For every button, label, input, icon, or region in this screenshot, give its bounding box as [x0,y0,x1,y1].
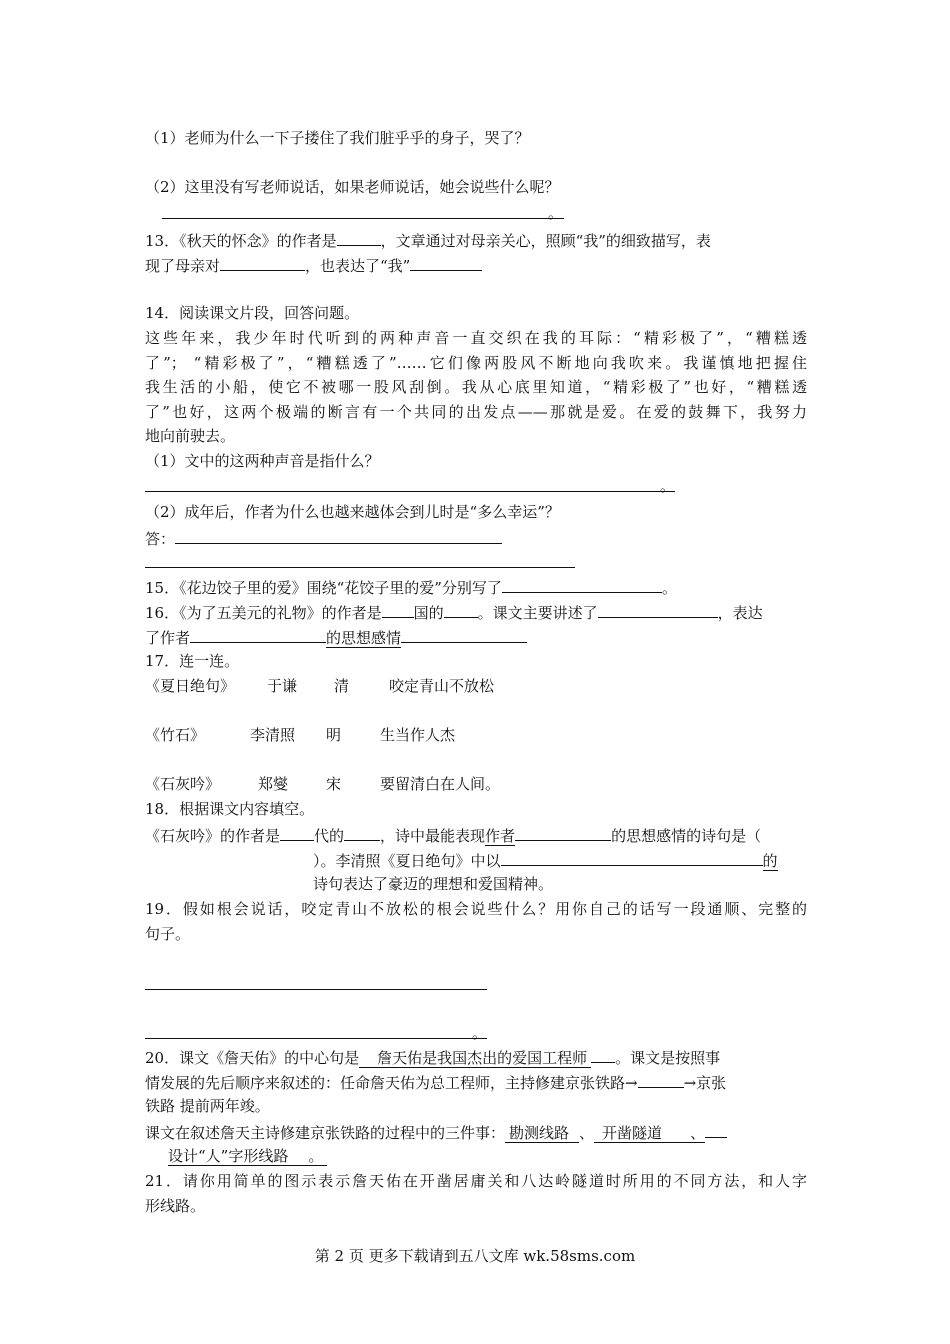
q20-text-b: 。课文是按照事 [615,1049,721,1067]
q12-end: 。 [548,204,564,222]
q20-answer-event-2[interactable]: 开凿隧道 [594,1124,690,1143]
q18-blank-poem[interactable] [501,849,763,866]
q19-answer-line[interactable] [145,989,487,990]
q14-answer-label [145,527,502,549]
q20-answer-tail[interactable] [591,1046,615,1063]
q20-text-a: 20．课文《詹天佑》的中心句是 [145,1049,360,1067]
q15-text-b: 。 [661,579,677,597]
q16-blank-country[interactable] [382,601,414,618]
q19-end: 。 [472,1024,488,1042]
q14-sub1: （1）文中的这两种声音是指什么？ [145,452,380,470]
q18-line2 [313,849,778,871]
q18-text-a: 《石灰吟》的作者是 [145,827,281,845]
q14-sub2-answer-line[interactable] [175,527,502,544]
q15-text-a: 15．《花边饺子里的爱》围绕“花饺子里的爱”分别写了 [145,579,502,597]
q20-end: 。 [308,1147,327,1166]
q16-text-e: 了作者 [145,629,191,647]
q17-row-0-author[interactable]: 于谦 [267,677,298,695]
q16-blank-content[interactable] [598,601,718,618]
q16-text-b: 国的 [413,604,444,622]
q18-text-e: 的思想感情的诗句是（ [611,827,762,845]
q20-answer-center-sentence[interactable]: 詹天佑是我国杰出的爱国工程师 [359,1049,591,1068]
q14-title: 14．阅读课文片段，回答问题。 [145,304,360,322]
q18-blank-author[interactable] [344,824,380,841]
q13-text-b: ，文章通过对母亲关心，照顾“我”的细致描写，表 [380,232,711,250]
q15-line [145,576,677,598]
q16-text-d: ，表达 [717,604,763,622]
q20-line3: 铁路 提前两年竣。 [145,1097,270,1115]
q16-blank-tail[interactable] [401,626,527,643]
q13-text-d: ，也表达了“我” [305,257,411,275]
q14-ans-prefix: 答： [145,530,176,548]
q13-blank-author[interactable] [337,229,381,246]
q17-row-0-verse[interactable]: 咬定青山不放松 [389,677,495,695]
q20-line2 [145,1071,726,1093]
q17-row-2-dynasty[interactable]: 宋 [326,775,342,793]
q14-passage-line: 我生活的小船，使它不被哪一股风刮倒。我从心底里知道，“精彩极了”也好，“糟糕透 [145,378,807,396]
q20-line1 [145,1046,720,1068]
q20-text-d: 京张 [696,1074,727,1092]
q21-line2: 形线路。 [145,1197,206,1215]
q12-answer-line[interactable] [162,218,564,219]
q18-line1 [145,824,761,846]
q14-passage-line: 这些年来，我少年时代听到的两种声音一直交织在我的耳际：“精彩极了”，“糟糕透 [145,329,807,347]
q18-blank-dynasty[interactable] [280,824,314,841]
q13-blank-feeling[interactable] [410,254,482,271]
q17-row-2-verse[interactable]: 要留清白在人间。 [380,775,501,793]
q20-sep: 、 [579,1124,595,1142]
q14-sub2-answer-line-2[interactable] [145,567,575,568]
q17-row-2-title[interactable]: 《石灰吟》 [145,775,221,793]
q12-sub2: （2）这里没有写老师说话，如果老师说话，她会说些什么呢？ [145,178,560,196]
q20-answer-event-3[interactable]: 设计“人”字形线路 [168,1147,308,1166]
q17-row-2-author[interactable]: 郑燮 [258,775,289,793]
q16-text-f: 的思想感情 [326,629,402,647]
q18-text-d: 作者 [485,827,516,845]
q19-answer-line-2[interactable] [145,1038,487,1039]
q20-text-f: 课文在叙述詹天主诗修建京张铁路的过程中的三件事： [145,1124,506,1142]
q14-sub2: （2）成年后，作者为什么也越来越体会到儿时是“多么幸运”？ [145,503,560,521]
q20-line5 [168,1146,327,1166]
q18-text-g: 的 [762,852,778,870]
q13-text-c: 现了母亲对 [145,257,221,275]
q20-blank-step[interactable] [638,1071,684,1088]
q12-sub1: （1）老师为什么一下子搂住了我们脏乎乎的身子，哭了？ [145,129,530,147]
q16-text-a: 16．《为了五美元的礼物》的作者是 [145,604,382,622]
q18-text-f: ）。李清照《夏日绝句》中以 [313,852,501,870]
q16-line2 [145,626,527,648]
q14-sub1-answer-line[interactable] [145,491,675,492]
q21-line1: 21．请你用简单的图示表示詹天佑在开凿居庸关和八达岭隧道时所用的不同方法，和人字 [145,1172,807,1190]
q18-text-b: 代的 [314,827,345,845]
q14-sub1-end: 。 [660,477,676,495]
q16-blank-feeling[interactable] [190,626,326,643]
q13-line2 [145,254,482,276]
q19-line2: 句子。 [145,925,191,943]
q17-title: 17．连一连。 [145,652,240,670]
q19-line1: 19．假如根会说话，咬定青山不放松的根会说些什么？用你自己的话写一段通顺、完整的 [145,900,807,918]
q17-row-0-title[interactable]: 《夏日绝句》 [145,677,236,695]
q18-title: 18．根据课文内容填空。 [145,800,315,818]
q16-line1 [145,601,763,623]
q18-text-c: ，诗中最能表现 [380,827,486,845]
q14-passage-line: 了”； “精彩极了”，“糟糕透了”……它们像两股风不断地向我吹来。我谨慎地把握住 [145,354,807,372]
q15-blank[interactable] [502,576,662,593]
q17-row-1-dynasty[interactable]: 明 [326,726,342,744]
q17-row-0-dynasty[interactable]: 清 [334,677,350,695]
q16-blank-author[interactable] [444,601,478,618]
q18-line3: 诗句表达了豪迈的理想和爱国精神。 [313,875,554,893]
q14-passage-line: 地向前驶去。 [145,427,236,445]
q16-text-c: 。课文主要讲述了 [477,604,598,622]
q20-text-c: 情发展的先后顺序来叙述的：任命詹天佑为总工程师，主持修建京张铁路 [145,1074,626,1092]
q20-answer-event-2-tail[interactable] [705,1121,727,1138]
q17-row-1-title[interactable]: 《竹石》 [145,726,206,744]
page-footer: 第 2 页 更多下载请到五八文库 wk.58sms.com [314,1247,636,1265]
q13-line1 [145,229,711,251]
q20-line4 [145,1121,727,1143]
q17-row-1-author[interactable]: 李清照 [250,726,296,744]
arrow-icon: → [683,1074,697,1092]
q17-row-1-verse[interactable]: 生当作人杰 [380,726,456,744]
q13-blank-mother[interactable] [220,254,305,271]
q13-text-a: 13．《秋天的怀念》的作者是 [145,232,337,250]
q18-blank-feeling[interactable] [515,824,611,841]
arrow-icon: → [625,1074,638,1092]
q14-passage-line: 了”也好，这两个极端的断言有一个共同的出发点——那就是爱。在爱的鼓舞下，我努力 [145,403,807,421]
q20-answer-event-1[interactable]: 勘测线路 [505,1124,579,1143]
q20-sep-2: 、 [690,1124,706,1142]
